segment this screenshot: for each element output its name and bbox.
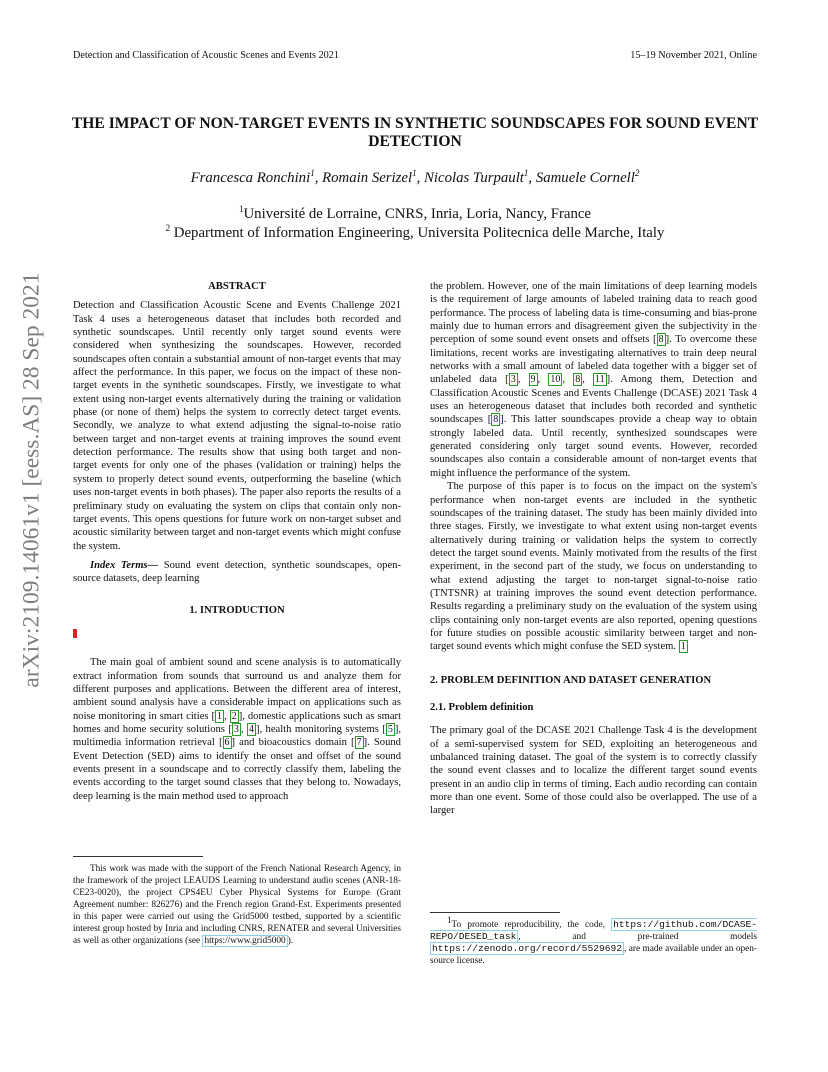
reproducibility-footnote-text — [430, 914, 757, 967]
index-terms-label: Index Terms— — [90, 559, 159, 571]
running-header-left: Detection and Classification of Acoustic Scenes and Events 2021 — [73, 50, 339, 61]
body-text: . To overcome these limitations, recent works are investigating alternatives to train deep neural networks with a small amount of labeled data together with a bigger set of unlabeled data — [430, 334, 757, 386]
citation-link[interactable]: 5 — [387, 723, 393, 735]
affiliation-2 — [70, 225, 760, 242]
intro-text: . Sound Event Detection (SED) aims to identify the onset and offset of the sound events present in a soundscape and to correctly classify them, labeling the events according to the target sound classes that they belong to. Nowadays, deep learning is the main method used to approach — [73, 737, 401, 802]
citation-link[interactable]: 3 — [510, 374, 516, 386]
citation-link[interactable]: 8 — [493, 414, 499, 426]
citation-link[interactable]: 8 — [575, 374, 581, 386]
body-text: . This latter soundscapes provide a cheap way to obtain strongly labeled data. Until recently, synthesized soundscapes were generated considering only target sound events. However, recorded soundscapes also contain a considerable amount of non-target events that might influence the performance of the system. — [430, 414, 757, 479]
body-text: . Among them, Detection and Classification Acoustic Scenes and Events Challenge (DCASE) 2021 Task 4 uses an heterogeneous dataset that includes both recorded and synthetic soundscapes — [430, 374, 758, 426]
footnote-rule — [73, 856, 203, 857]
abstract-text: Detection and Classification Acoustic Scene and Events Challenge 2021 Task 4 uses a heterogeneous dataset that includes both recorded and synthetic soundscapes. Until recently only target sound events were considered when synthesizing the soundscapes. However, recorded soundscapes often contain a substantial amount of non-target events that may affect the performance. In this paper, we focus on the impact of these non-target events in the synthetic soundscapes. Firstly, we investigate to what extent using non-target events alternatively during the training or validation phase (or none of them) helps the system to correctly detect target events. Secondly, we analyze to what extend adjusting the signal-to-noise ratio between target and non-target events at training improves the sound event detection performance. The results show that using both target and non-target events for only one of the phases (validation or training) helps the system to properly detect sound events, outperforming the baseline (which uses non-target events in both phases). The paper also reports the results of a preliminary study on evaluating the system on clips that contain only non-target events. This opens questions for future work on non-target subset and acoustic similarity between target and non-target events which might confuse the system. — [73, 300, 401, 552]
affiliation-mark: 2 — [634, 168, 640, 179]
intro-paragraph-continued: the problem. However, one of the main limitations of deep learning models is the requirement of large amounts of labeled training data to reach good performance. The process of labeling data is time-consuming and bias-prone mainly due to human errors and disagreement given the subjectivity in the perception of some sound event onsets and offsets [ 8 ]. To overcome these limitations, recent works are investigating alternatives to train deep neural networks with a small amount of labeled data together with a bigger set of unlabeled data [ 3 , 9 , 10 , 8 , 11 ]. Among them, Detection and Classification Acoustic Scenes and Events Challenge (DCASE) 2021 Task 4 uses an heterogeneous dataset that includes both recorded and synthetic soundscapes [ 8 ]. This latter soundscapes provide a cheap way to obtain strongly labeled data. Until recently, synthesized soundscapes were generated considering only target sound events. However, recorded soundscapes also contain a considerable amount of non-target events that might influence the performance of the system. — [430, 281, 758, 479]
intro-text: The main goal of ambient sound and scene analysis is to automatically extract information from sounds that surround us and analyze them for different purposes and applications. Between the different area of interest, ambient sound analysis have a considerable impact on applications such as noise monitoring in smart cities — [73, 657, 401, 722]
body-text: The purpose of this paper is to focus on the impact on the system's performance when non-target events are included in the synthetic soundscapes of the training dataset. The study has been mainly divided into three stages. Firstly, we investigate to what extent using non-target events alternatively during training or validation helps the system to correctly detect the target sound events. Mainly motivated from the results of the first experiment, in the second part of the study, we focus on understanding to what extend adjusting the target to non-target signal-to-noise ratio (TNTSNR) at training improves the sound event detection performance. Results regarding a preliminary study on the evaluation of the system using clips containing only non-target events are also reported, opening questions for future studies on possible acoustic similarity between target and non-target sound events which might confuse the SED system. — [430, 481, 757, 653]
footnote-text: This work was made with the support of the French National Research Agency, in the framework of the project LEAUDS Learning to understand audio scenes (ANR-18-CE23-0020), the project CPS4EU Cyber Physical Systems for Europe (Grant Agreement number: 826276) and the French region Grand-Est. Experiments presented in this paper were carried out using the Grid5000 testbed, supported by a scientific interest group hosted by Inria and including CNRS, RENATER and several Universities as well as other organizations (see — [73, 864, 401, 946]
funding-footnote — [73, 856, 401, 947]
intro-text: , domestic applications such as smart homes and home security solutions — [73, 710, 402, 735]
citation-link[interactable]: 3 — [233, 723, 239, 735]
index-terms — [73, 559, 401, 586]
github-link[interactable]: https://github.com/DCASE-REPO/DESED_task — [430, 919, 757, 942]
paper-title: THE IMPACT OF NON-TARGET EVENTS IN SYNTHETIC SOUNDSCAPES FOR SOUND EVENT DETECTION — [71, 115, 759, 150]
citation-link[interactable]: 6 — [224, 737, 230, 749]
footnote-text: , are made available under an open-source license. — [430, 944, 757, 966]
annotation-mark — [73, 629, 77, 638]
footnote-rule — [430, 912, 560, 913]
affiliation-text: Université de Lorraine, CNRS, Inria, Loria, Nancy, France — [243, 206, 591, 222]
citation-link[interactable]: 11 — [595, 374, 605, 386]
citation-link[interactable]: 10 — [550, 374, 561, 386]
author-name: Samuele Cornell — [535, 170, 635, 186]
intro-text: , health monitoring systems — [259, 723, 383, 735]
problem-definition-paragraph: The primary goal of the DCASE 2021 Challenge Task 4 is the development of a semi-supervised system for SED, exploiting an heterogeneous and unbalanced training dataset. The goal of the system is to correctly classify the sound event classes and to localize the different target sound events present in an audio clip in terms of timing. Each audio recording can contain more than one event. Some of those could also be overlapped. The use of a larger — [430, 725, 757, 817]
running-header-right: 15–19 November 2021, Online — [630, 50, 757, 61]
citation-link[interactable]: 7 — [356, 737, 362, 749]
affiliation-number: 1 — [239, 204, 244, 215]
author-name: Francesca Ronchini — [190, 170, 311, 186]
affiliation-mark: 1 — [412, 168, 417, 179]
reproducibility-footnote — [430, 912, 757, 967]
citation-link[interactable]: 4 — [248, 723, 254, 735]
author-name: Nicolas Turpault — [424, 170, 524, 186]
section-heading-problem-definition: 2. PROBLEM DEFINITION AND DATASET GENERATION — [430, 674, 712, 686]
intro-text: and bioacoustics domain — [235, 737, 352, 749]
footnote-number: 1 — [447, 914, 452, 925]
footnote-text: To promote reproducibility, the code, — [451, 920, 612, 930]
abstract-heading: ABSTRACT — [208, 281, 266, 292]
citation-link[interactable]: 9 — [530, 374, 536, 386]
zenodo-link[interactable]: https://zenodo.org/record/5529692 — [432, 943, 622, 954]
right-column — [430, 280, 757, 818]
body-text: the problem. However, one of the main limitations of deep learning models is the requirement of large amounts of labeled training data to reach good performance. The process of labeling data is time-consuming and bias-prone mainly due to human errors and disagreement given the subjectivity in the perception of some sound event onsets and offsets — [430, 281, 757, 346]
affiliation-text: Department of Information Engineering, Universita Politecnica delle Marche, Italy — [173, 225, 665, 241]
arxiv-stamp — [16, 272, 48, 688]
citation-link[interactable]: 2 — [231, 710, 237, 722]
citation-link[interactable]: 8 — [658, 334, 664, 346]
index-terms-text: Sound event detection, synthetic soundscapes, open-source datasets, deep learning — [73, 559, 401, 585]
subsection-heading: 2.1. Problem definition — [430, 701, 534, 713]
author-name: Romain Serizel — [322, 170, 413, 186]
left-column — [73, 280, 401, 803]
grid5000-link[interactable]: https://www.grid5000 — [204, 936, 286, 946]
affiliation-mark: 1 — [310, 168, 315, 179]
footnote-link[interactable]: 1 — [680, 641, 686, 653]
footnote-text: , and pre-trained models — [518, 932, 757, 942]
section-heading-introduction: 1. INTRODUCTION — [189, 604, 285, 616]
intro-paragraph: The main goal of ambient sound and scene analysis is to automatically extract information from sounds that surround us and analyze them for different purposes and applications. Between the different area of interest, ambient sound analysis have a considerable impact on applications such as noise monitoring in smart cities [ 1 , 2 ], domestic applications such as smart homes and home security solutions [ 3 , 4 ], health monitoring systems [ 5 ], multimedia information retrieval [ 6 ] and bioacoustics domain [ 7 ]. Sound Event Detection (SED) aims to identify the onset and offset of the sound events present in a soundscape and to correctly classify them, labeling the events according to the target sound classes that they belong to. Nowadays, deep learning is the main method used to approach — [73, 657, 402, 802]
affiliation-number: 2 — [165, 223, 171, 234]
author-list: Francesca Ronchini$^1$, Romain Serizel$^1$, Nicolas Turpault$^1$, Samuele Cornell$^2$ — [190, 168, 640, 186]
affiliation-mark: 1 — [523, 168, 529, 179]
affiliation-1 — [70, 206, 760, 223]
funding-footnote-text — [73, 863, 401, 947]
footnote-text: ). — [287, 936, 294, 946]
purpose-paragraph — [430, 480, 757, 653]
arxiv-identifier: arXiv:2109.14061v1 [eess.AS] 28 Sep 2021 — [18, 272, 45, 688]
intro-text: , multimedia information retrieval — [73, 723, 401, 749]
citation-link[interactable]: 1 — [217, 710, 223, 722]
